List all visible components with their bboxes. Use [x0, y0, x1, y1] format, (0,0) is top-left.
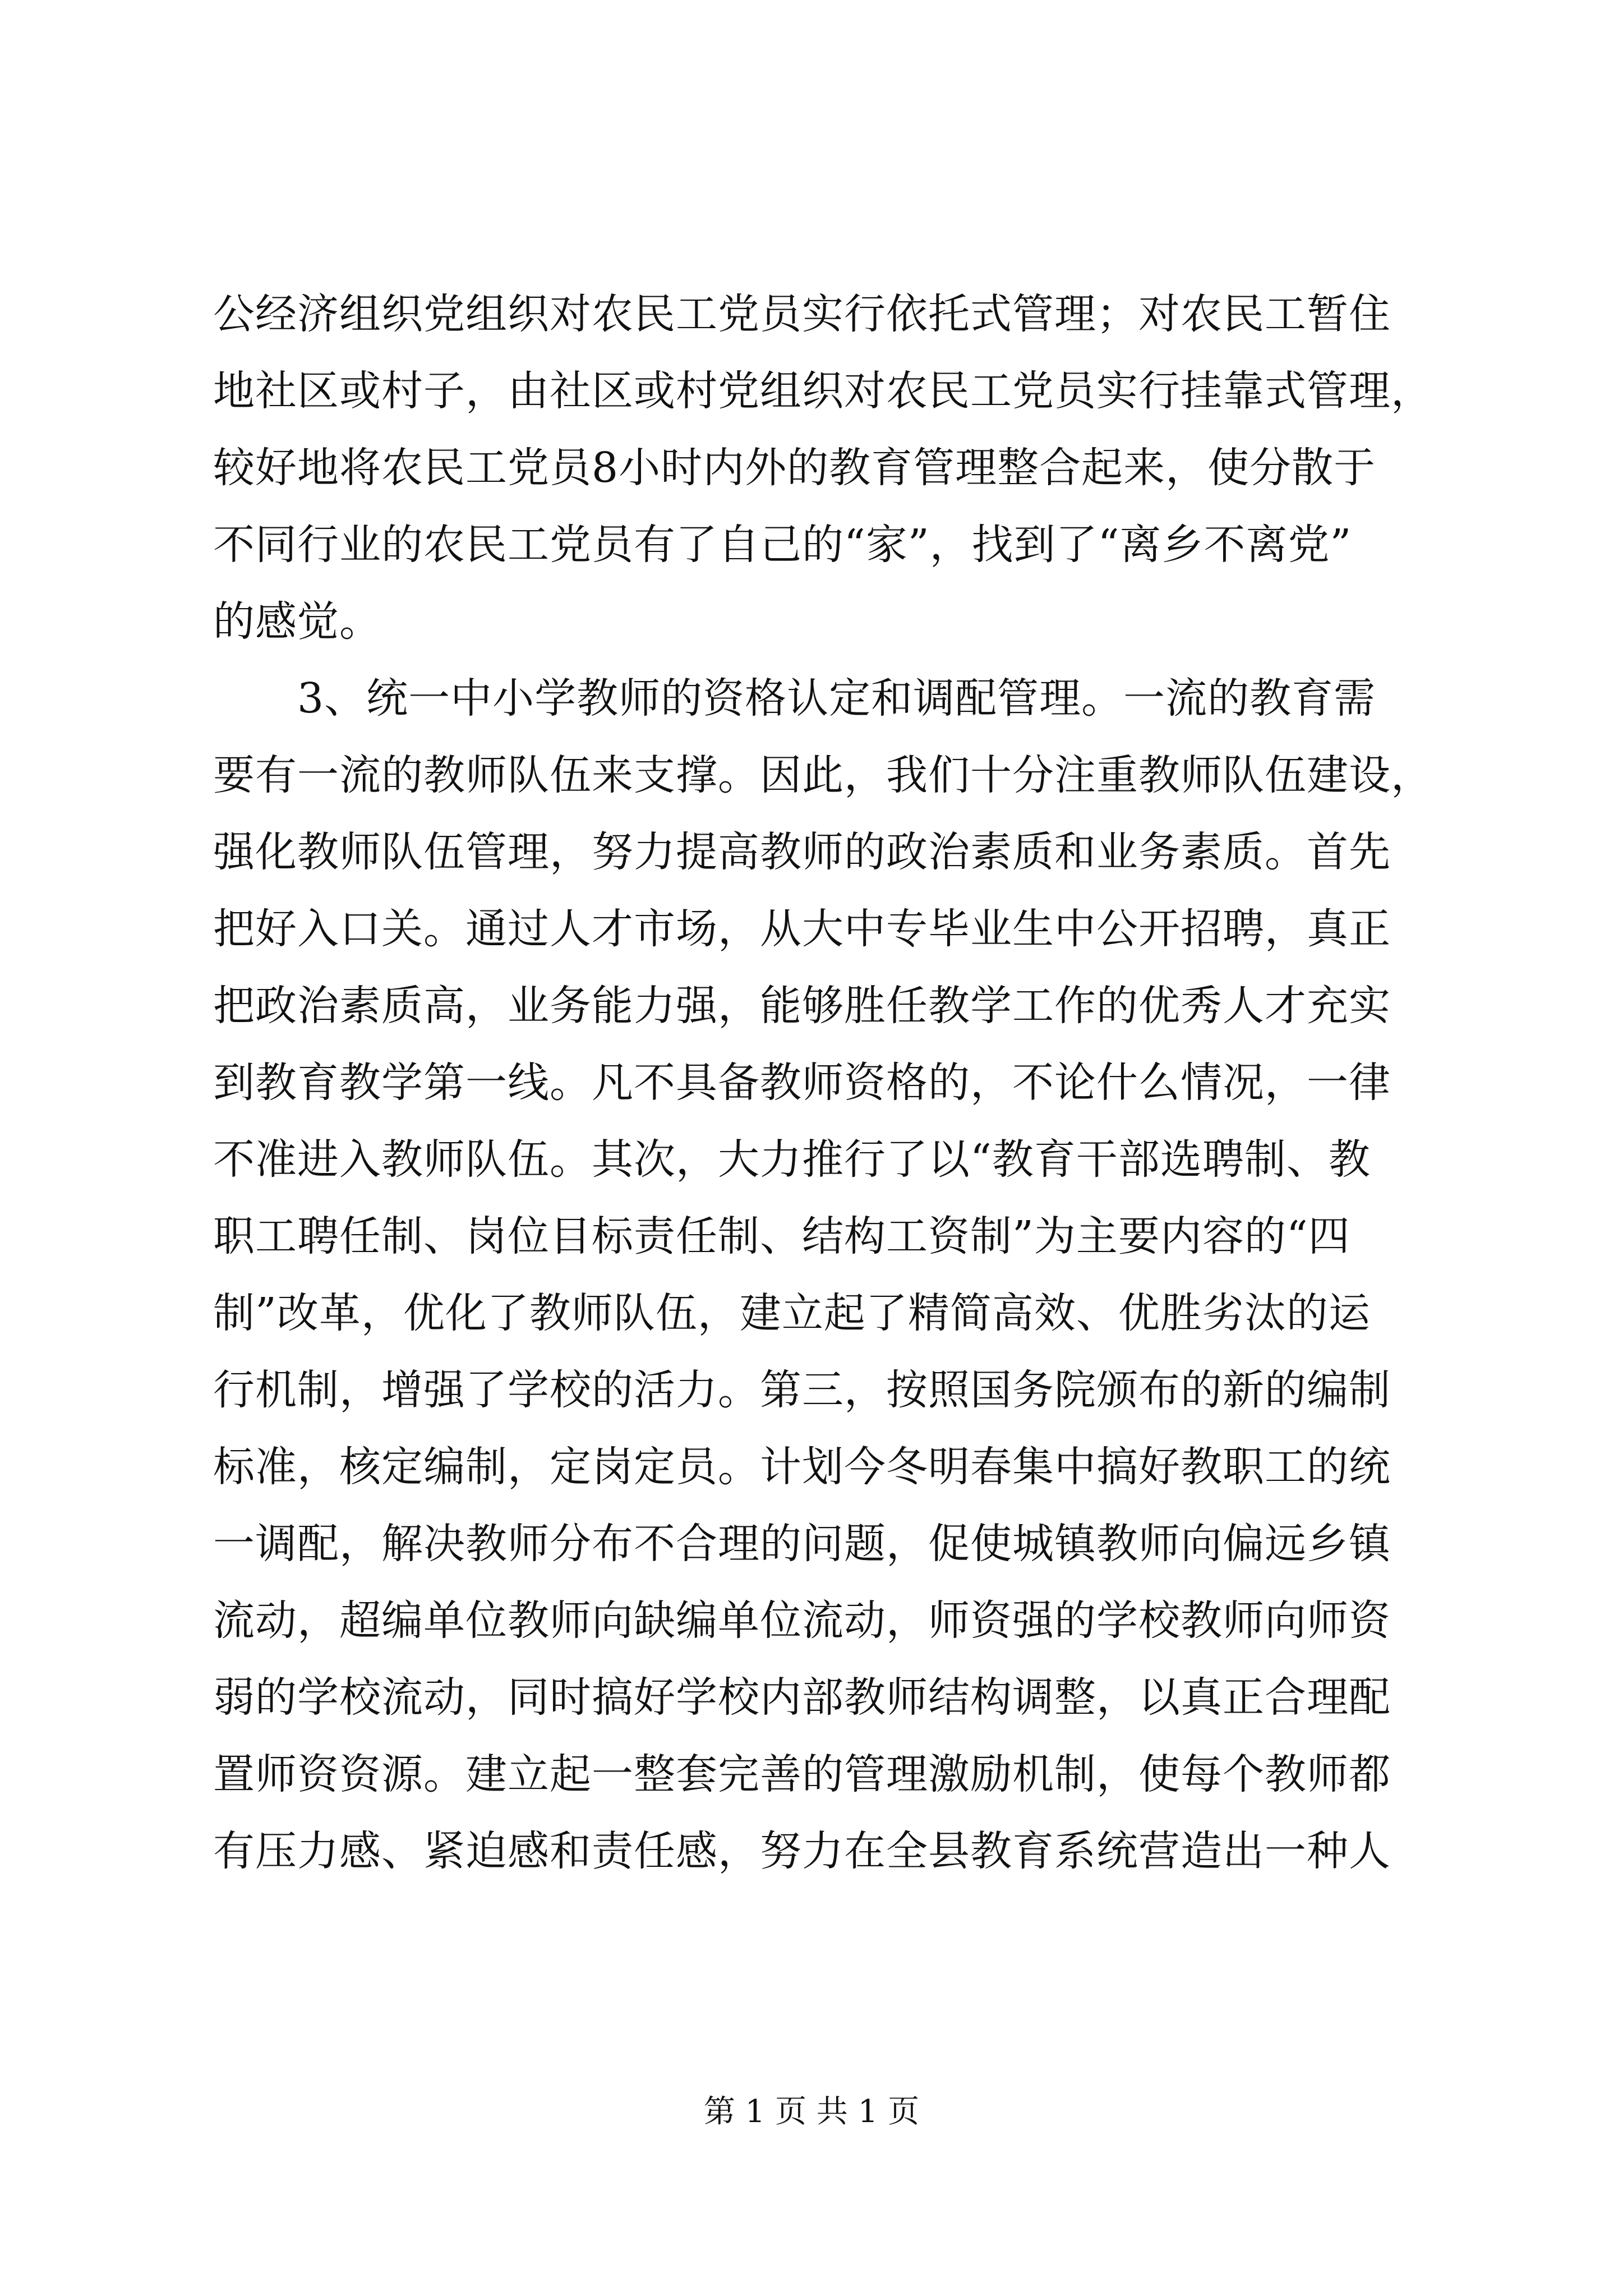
text-line-12: 不准进入教师队伍。其次，大力推行了以“教育干部选聘制、教	[213, 1135, 1371, 1184]
text-line-1: 公经济组织党组织对农民工党员实行依托式管理；对农民工暂住	[213, 290, 1391, 338]
text-line-5: 的感觉。	[213, 597, 381, 646]
text-line-7: 要有一流的教师队伍来支撑。因此，我们十分注重教师队伍建设，	[213, 751, 1433, 799]
text-line-6: 3、统一中小学教师的资格认定和调配管理。一流的教育需	[297, 674, 1376, 723]
page-number-label: 第 1 页 共 1 页	[703, 2093, 920, 2130]
body-text	[213, 276, 1433, 1890]
text-line-4: 不同行业的农民工党员有了自己的“家”，找到了“离乡不离党”	[213, 521, 1352, 569]
text-line-13: 职工聘任制、岗位目标责任制、结构工资制”为主要内容的“四	[213, 1212, 1350, 1260]
text-line-14: 制”改革，优化了教师队伍，建立起了精简高效、优胜劣汰的运	[213, 1289, 1371, 1337]
page-footer	[0, 2090, 1623, 2134]
text-line-9: 把好入口关。通过人才市场，从大中专毕业生中公开招聘，真正	[213, 905, 1391, 953]
text-line-11: 到教育教学第一线。凡不具备教师资格的，不论什么情况，一律	[213, 1059, 1391, 1107]
text-line-19: 弱的学校流动，同时搞好学校内部教师结构调整，以真正合理配	[213, 1673, 1391, 1722]
text-line-16: 标准，核定编制，定岗定员。计划今冬明春集中搞好教职工的统	[213, 1443, 1391, 1491]
text-line-2: 地社区或村子，由社区或村党组织对农民工党员实行挂靠式管理，	[213, 367, 1433, 415]
text-line-8: 强化教师队伍管理，努力提高教师的政治素质和业务素质。首先	[213, 828, 1391, 876]
text-line-20: 置师资资源。建立起一整套完善的管理激励机制，使每个教师都	[213, 1750, 1391, 1798]
text-line-18: 流动，超编单位教师向缺编单位流动，师资强的学校教师向师资	[213, 1596, 1391, 1645]
text-line-15: 行机制，增强了学校的活力。第三，按照国务院颁布的新的编制	[213, 1366, 1391, 1414]
text-line-21: 有压力感、紧迫感和责任感，努力在全县教育系统营造出一种人	[213, 1827, 1391, 1875]
text-line-3: 较好地将农民工党员8小时内外的教育管理整合起来，使分散于	[213, 444, 1376, 492]
text-line-17: 一调配，解决教师分布不合理的问题，促使城镇教师向偏远乡镇	[213, 1520, 1391, 1568]
text-line-10: 把政治素质高，业务能力强，能够胜任教学工作的优秀人才充实	[213, 982, 1391, 1030]
